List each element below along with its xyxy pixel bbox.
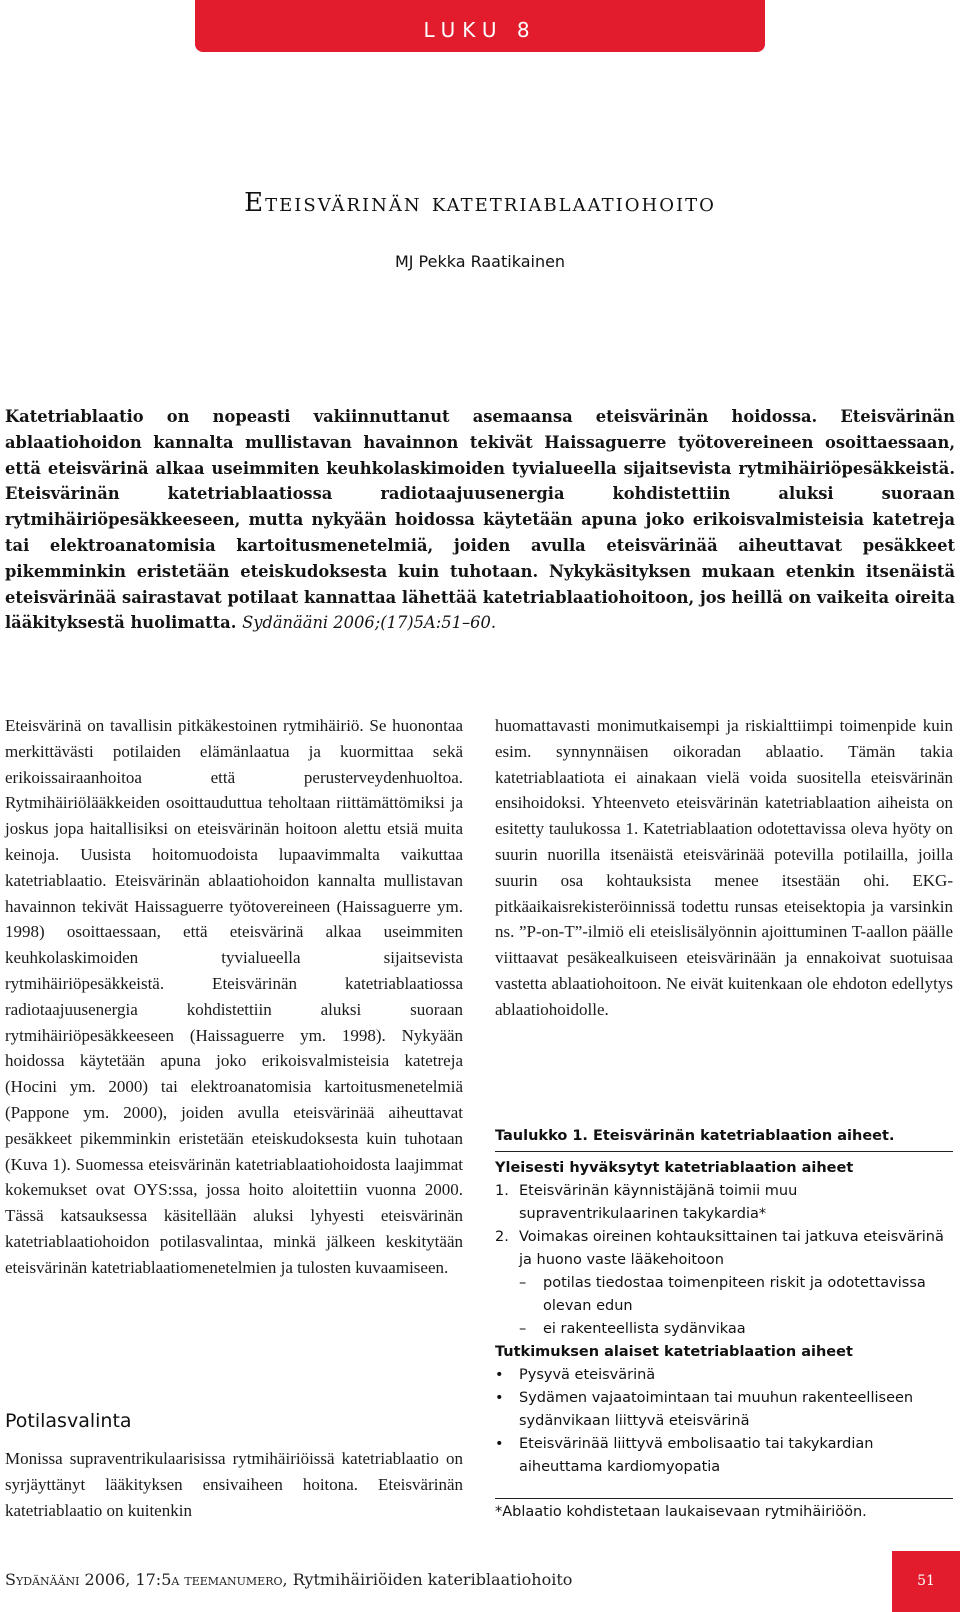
article-author: MJ Pekka Raatikainen (394, 252, 566, 271)
bullet-icon: • (495, 1390, 504, 1406)
list-subitem-text: ei rakenteellista sydänvikaa (543, 1321, 746, 1337)
list-number: 2. (495, 1229, 509, 1245)
table-list-item (495, 1433, 953, 1479)
abstract (5, 404, 955, 636)
dash-marker: – (519, 1275, 527, 1291)
list-subitem-text: potilas tiedostaa toimenpiteen riskit ja odotettavissa olevan edun (543, 1275, 926, 1314)
table-list-item (495, 1180, 953, 1226)
list-item-text: Sydämen vajaatoimintaan tai muuhun rakenteelliseen sydänvikaan liittyvä eteisvärinä (519, 1390, 914, 1429)
table-section-heading: Yleisesti hyväksytyt katetriablaation aiheet (495, 1160, 854, 1176)
page-number-box (892, 1551, 960, 1612)
chapter-tab (195, 0, 765, 52)
table-bottom-rule (495, 1498, 953, 1499)
page-number: 51 (917, 1573, 935, 1589)
table-section-heading: Tutkimuksen alaiset katetriablaation aiheet (495, 1344, 853, 1360)
dash-marker: – (519, 1321, 527, 1337)
abstract-citation: Sydänääni 2006;(17)5A:51–60. (242, 613, 497, 633)
bullet-icon: • (495, 1436, 504, 1452)
article-title: Eteisvärinän katetriablaatiohoito (244, 188, 716, 218)
section-heading-potilasvalinta: Potilasvalinta (5, 1410, 132, 1432)
section-text: Monissa supraventrikulaarisissa rytmihäiriöissä katetriablaatio on syrjäyttänyt lääkityksen ensivaiheen hoitona. Eteisvärinän katetriablaatio on kuitenkin (5, 1449, 463, 1520)
journal-name: Sydänääni 2006, 17:5a teemanumero, (5, 1570, 288, 1589)
list-item-text: Eteisvärinää liittyvä embolisaatio tai takykardian aiheuttama kardiomyopatia (519, 1436, 874, 1475)
table-footnote: *Ablaatio kohdistetaan laukaisevaan rytmihäiriöön. (495, 1504, 867, 1520)
table-list-subitem (495, 1272, 953, 1318)
running-footer (5, 1570, 572, 1589)
list-item-text: Pysyvä eteisvärinä (519, 1367, 656, 1383)
table-list-item (495, 1226, 953, 1272)
table-title: Taulukko 1. Eteisvärinän katetriablaation aiheet. (495, 1128, 895, 1144)
bullet-icon: • (495, 1367, 504, 1383)
body-left-column: Eteisvärinä on tavallisin pitkäkestoinen rytmihäiriö. Se huonontaa merkittävästi potilaiden elämänlaatua ja kuormittaa sekä erikoissairaanhoitoa että perusterveydenhuoltoa. Rytmihäiriölääkkeiden osoittauduttua teholtaan riittämättömiksi ja joskus jopa haitallisiksi on eteisvärinän hoitoon alettu etsiä muita keinoja. Uusista hoitomuodoista lupaavimmalta vaikuttaa katetriablaatio. Eteisvärinän ablaatiohoidon kannalta mullistavan havainnon tekivät Haissaguerre työtovereineen (Haissaguerre ym. 1998) osoittaessaan, että eteisvärinä alkaa useimmiten keuhkolaskimoiden tyvialueella sijaitsevista rytmihäiriöpesäkkeistä. Eteisvärinän katetriablaatiossa radiotaajuusenergia kohdistettiin aluksi suoraan rytmihäiriöpesäkkeeseen (Haissaguerre ym. 1998). Nykyään hoidossa käytetään apuna joko erikoisvalmisteisia katetreja (Hocini ym. 2000) tai elektroanatomisia kartoitusmenetelmiä (Pappone ym. 2000), joiden avulla eteisvärinää aiheuttavat pesäkkeet pikemminkin eristetään eteiskudoksesta kuin tuhotaan (Kuva 1). Suomessa eteisvärinän katetriablaatiohoidosta laajimmat kokemukset ovat OYS:ssa, jossa hoito aloitettiin vuonna 2000. Tässä katsauksessa käsitellään aluksi lyhyesti eteisvärinän katetriablaatiohoidon potilasvalintaa, minkä jälkeen keskitytään eteisvärinän katetriablaatiomenetelmien ja tulosten kuvaamiseen. (5, 716, 463, 1277)
footer-subject: Rytmihäiriöiden kateriblaatiohoito (292, 1570, 573, 1589)
abstract-text: Katetriablaatio on nopeasti vakiinnuttanut asemaansa eteisvärinän hoidossa. Eteisvärinän ablaatiohoidon kannalta mullistavan havainnon tekivät Haissaguerre työtovereineen osoittaessaan, että eteisvärinä alkaa useimmiten keuhkolaskimoiden tyvialueella sijaitsevista rytmihäiriöpesäkkeistä. Eteisvärinän katetriablaatiossa radiotaajuusenergia kohdistettiin aluksi suoraan rytmihäiriöpesäkkeeseen, mutta nykyään hoidossa käytetään apuna joko erikoisvalmisteisia katetreja tai elektroanatomisia kartoitusmenetelmiä, joiden avulla eteisvärinää aiheuttavat pesäkkeet pikemminkin eristetään eteiskudoksesta kuin tuhotaan. Nykykäsityksen mukaan etenkin itsenäistä eteisvärinää sairastavat potilaat kannattaa lähettää katetriablaatiohoitoon, jos heillä on vaikeita oireita lääkityksestä huolimatta. (5, 407, 955, 633)
list-item-text: Voimakas oireinen kohtauksittainen tai jatkuva eteisvärinä ja huono vaste lääkehoitoon (519, 1229, 944, 1268)
list-number: 1. (495, 1183, 509, 1199)
body-right-column: huomattavasti monimutkaisempi ja riskialttiimpi toimenpide kuin esim. synnynnäisen oikoradan ablaatio. Tämän takia katetriablaatiota ei ainakaan vielä voida suositella eteisvärinän ensihoidoksi. Yhteenveto eteisvärinän katetriablaation aiheista on esitetty taulukossa 1. Katetriablaation odotettavissa oleva hyöty on suurin nuorilla itsenäistä eteisvärinää potevilla potilailla, joilla suurin osa kohtauksista menee itsestään ohi. EKG-pitkäaikaisrekisteröinnissä todettu runsas eteisektopia ja varsinkin ns. ”P-on-T”-ilmiö eli eteislisälyönnin ajoittuminen T-aallon päälle viittaavat pesäkealkuiseen eteisvärinään ja ennakoivat suotuisaa vastetta ablaatiohoitoon. Ne eivät kuitenkaan ole ehdoton edellytys ablaatiohoidolle. (495, 716, 953, 1019)
table-list-subitem (495, 1318, 953, 1341)
table-list-item (495, 1387, 953, 1433)
table-list-item (495, 1364, 953, 1387)
indications-table (495, 1157, 953, 1479)
list-item-text: Eteisvärinän käynnistäjänä toimii muu supraventrikulaarinen takykardia* (519, 1183, 798, 1222)
chapter-label: LUKU 8 (423, 18, 537, 42)
table-top-rule (495, 1151, 953, 1152)
